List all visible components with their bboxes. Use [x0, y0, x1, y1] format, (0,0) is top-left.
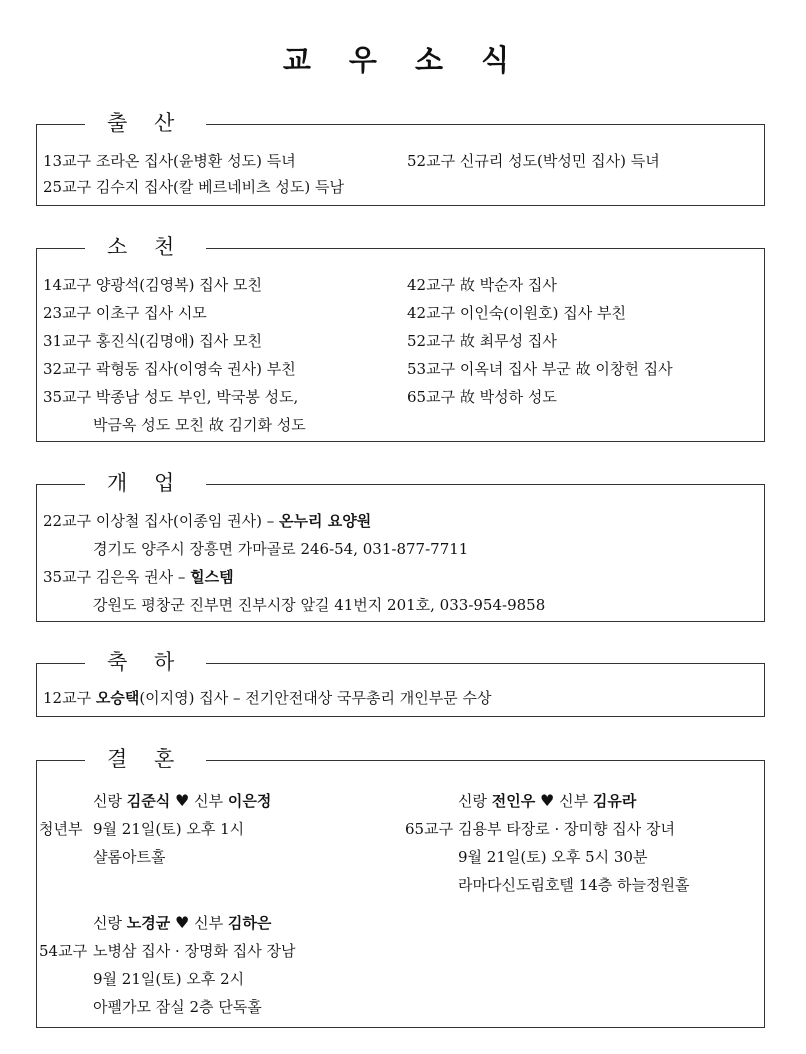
congrats-section	[36, 650, 765, 717]
opening-entry-text: 22교구 이상철 집사(이종임 권사) –	[43, 512, 280, 530]
bride-name: 김유라	[592, 792, 637, 810]
wedding-parish: 65교구	[405, 820, 454, 838]
opening-entry	[43, 511, 371, 531]
congrats-entry	[43, 688, 491, 708]
groom-name: 김준식	[126, 792, 171, 810]
business-name: 온누리 요양원	[279, 512, 372, 530]
bride-name: 김하은	[227, 914, 272, 932]
bride-label: 신부	[554, 792, 593, 810]
opening-address: 강원도 평창군 진부면 진부시장 앞길 41번지 201호, 033-954-9858	[93, 596, 546, 614]
wedding-parish: 54교구	[39, 942, 88, 960]
bride-name: 이은정	[227, 792, 272, 810]
opening-section	[36, 471, 765, 622]
death-entry: 52교구 故 최무성 집사	[407, 332, 557, 350]
wedding-date: 9월 21일(토) 오후 2시	[93, 970, 245, 988]
death-entry: 42교구 이인숙(이원호) 집사 부친	[407, 304, 626, 322]
wedding-venue: 샬롬아트홀	[93, 848, 166, 866]
groom-name: 전인우	[491, 792, 536, 810]
opening-heading: 개 업	[85, 467, 206, 499]
groom-name: 노경균	[126, 914, 171, 932]
bride-label: 신부	[189, 914, 228, 932]
death-entry: 35교구 박종남 성도 부인, 박국봉 성도,	[43, 388, 299, 406]
death-entry: 14교구 양광석(김영복) 집사 모친	[43, 276, 262, 294]
wedding-heading: 결 혼	[85, 743, 206, 775]
heart-icon: ♥	[175, 913, 190, 932]
birth-entry: 52교구 신규리 성도(박성민 집사) 득녀	[407, 152, 660, 170]
death-entry: 65교구 故 박성하 성도	[407, 388, 557, 406]
congrats-person: 오승택	[95, 689, 140, 707]
opening-entry	[43, 567, 234, 587]
birth-entry: 25교구 김수지 집사(칼 베르네비츠 성도) 득남	[43, 178, 344, 196]
page-title: 교 우 소 식	[282, 43, 524, 77]
wedding-parents: 김용부 타장로 · 장미향 집사 장녀	[458, 820, 675, 838]
wedding-section	[36, 747, 765, 1028]
death-entry: 32교구 곽형동 집사(이영숙 권사) 부친	[43, 360, 296, 378]
death-section	[36, 235, 765, 442]
wedding-couple	[93, 913, 271, 933]
death-entry: 박금옥 성도 모친 故 김기화 성도	[93, 416, 306, 434]
death-entry: 42교구 故 박순자 집사	[407, 276, 557, 294]
groom-label: 신랑	[458, 792, 492, 810]
wedding-parents: 노병삼 집사 · 장명화 집사 장남	[93, 942, 296, 960]
bride-label: 신부	[189, 792, 228, 810]
wedding-date: 9월 21일(토) 오후 1시	[93, 820, 245, 838]
business-name: 힐스템	[190, 568, 234, 586]
heart-icon: ♥	[540, 791, 555, 810]
death-entry: 53교구 이옥녀 집사 부군 故 이창헌 집사	[407, 360, 673, 378]
wedding-venue: 라마다신도림호텔 14층 하늘정원홀	[458, 876, 690, 894]
heart-icon: ♥	[175, 791, 190, 810]
wedding-couple	[93, 791, 271, 811]
congrats-detail: (이지영) 집사 – 전기안전대상 국무총리 개인부문 수상	[139, 689, 492, 707]
opening-address: 경기도 양주시 장흥면 가마골로 246-54, 031-877-7711	[93, 540, 469, 558]
wedding-couple	[458, 791, 636, 811]
birth-entry: 13교구 조라온 집사(윤병환 성도) 득녀	[43, 152, 296, 170]
death-entry: 31교구 홍진식(김명애) 집사 모친	[43, 332, 262, 350]
death-heading: 소 천	[85, 231, 206, 263]
wedding-venue: 아펠가모 잠실 2층 단독홀	[93, 998, 262, 1016]
wedding-parish: 청년부	[39, 820, 83, 838]
congrats-heading: 축 하	[85, 646, 206, 678]
wedding-date: 9월 21일(토) 오후 5시 30분	[458, 848, 648, 866]
congrats-parish: 12교구	[43, 689, 96, 707]
birth-section	[36, 111, 765, 206]
groom-label: 신랑	[93, 914, 127, 932]
birth-heading: 출 산	[85, 107, 206, 139]
groom-label: 신랑	[93, 792, 127, 810]
death-entry: 23교구 이초구 집사 시모	[43, 304, 207, 322]
opening-entry-text: 35교구 김은옥 권사 –	[43, 568, 191, 586]
